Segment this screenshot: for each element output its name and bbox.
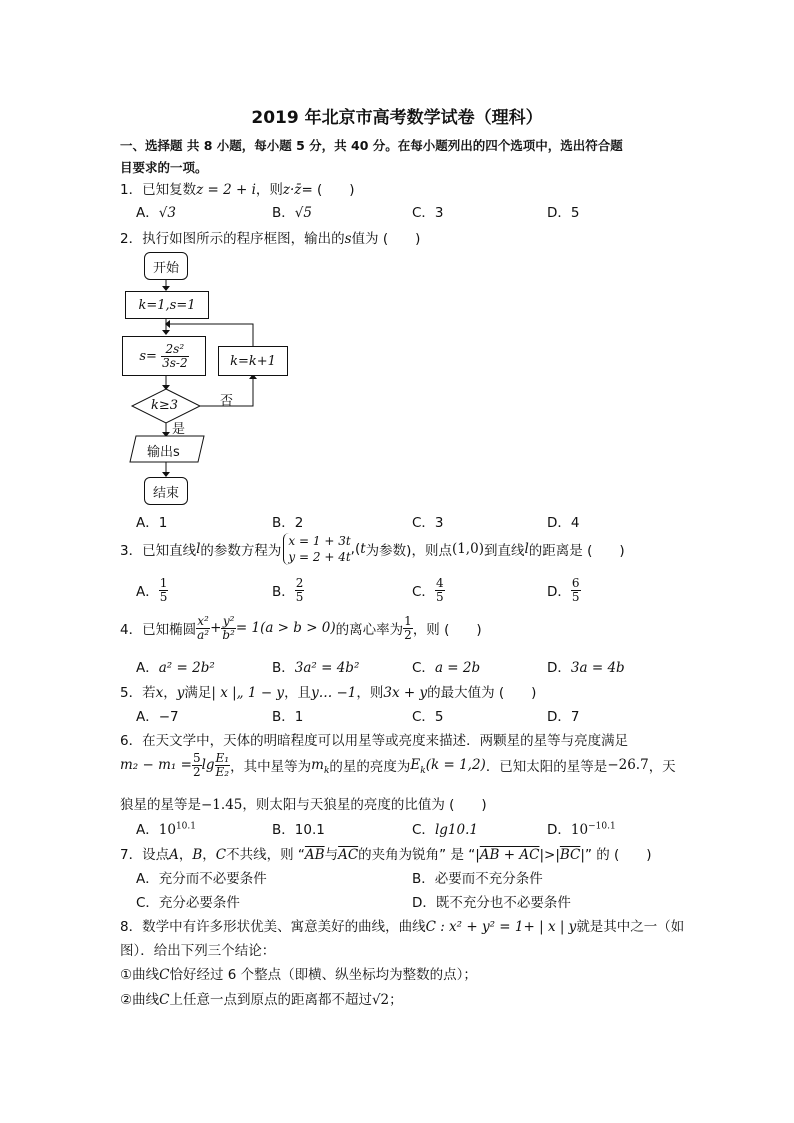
- q6-option-b[interactable]: B．10.1: [272, 822, 325, 838]
- question-1: 1．已知复数z = 2 + i，则z·z̄= ( ): [120, 182, 355, 198]
- q5-option-c[interactable]: C．5: [412, 709, 444, 725]
- question-2: 2．执行如图所示的程序框图，输出的s值为 ( ): [120, 231, 421, 247]
- q3-option-c[interactable]: C． $\frac{4}{5}$: [412, 576, 444, 604]
- output-label: 输出s: [147, 445, 180, 460]
- question-8-line2: 图）．给出下列三个结论：: [120, 943, 276, 959]
- q1-option-d[interactable]: D．5: [547, 205, 580, 221]
- question-6-line2: m₂ − m₁ = $\frac{5}{2}$ lg $\frac{\text{E₁}}{\text{E₂}}$ ，其中星等为$m_k$的星的亮度为$E_k(k = 1,2)$．已知太阳的星等是−26.7，天: [120, 751, 676, 779]
- q2-option-a[interactable]: A．1: [136, 515, 168, 531]
- no-label: 否: [220, 394, 234, 409]
- question-3: 3．已知直线l的参数方程为x = 1 + 3t y = 2 + 4t,(t为参数)，则点(1,0)到直线l的距离是 ( ): [120, 534, 625, 565]
- end-node: 结束: [144, 477, 188, 505]
- question-7: 7．设点A，B，C不共线，则 “$\overline{AB}$与$\overline{AC}$的夹角为锐角” 是 “$|AB + AC|>|\overline{BC}|$” 的 ( ): [120, 847, 652, 863]
- q3-option-d[interactable]: D． $\frac{6}{5}$: [547, 576, 580, 604]
- q3-option-a[interactable]: A． $\frac{1}{5}$: [136, 576, 168, 604]
- init-box: k=1,s=1: [125, 291, 209, 319]
- q6-option-a[interactable]: A．$10^{10.1}$: [136, 821, 196, 838]
- q6-option-c[interactable]: C．lg10.1: [412, 822, 478, 838]
- decision-label: k≥3: [151, 398, 179, 413]
- question-8-line1: 8．数学中有许多形状优美、寓意美好的曲线，曲线C : x² + y² = 1+ | x | y就是其中之一（如: [120, 919, 685, 935]
- q1-option-a[interactable]: A．√3: [136, 205, 176, 221]
- q4-option-c[interactable]: C．a = 2b: [412, 660, 481, 676]
- q5-option-b[interactable]: B．1: [272, 709, 304, 725]
- q2-option-b[interactable]: B．2: [272, 515, 304, 531]
- question-5: 5．若x，y满足| x |„ 1 − y，且y… −1，则3x + y的最大值为 ( ): [120, 685, 537, 701]
- q4-option-b[interactable]: B．3a² = 4b²: [272, 660, 360, 676]
- section-heading-line2: 目要求的一项。: [120, 160, 208, 175]
- question-6-line1: 6．在天文学中，天体的明暗程度可以用星等或亮度来描述．两颗星的星等与亮度满足: [120, 733, 629, 749]
- q7-option-d[interactable]: D．既不充分也不必要条件: [412, 895, 571, 911]
- start-node: 开始: [144, 252, 188, 280]
- q4-option-d[interactable]: D．3a = 4b: [547, 660, 625, 676]
- page-title: 2019 年北京市高考数学试卷（理科）: [251, 108, 543, 128]
- question-6-line3: 狼星的星等是−1.45，则太阳与天狼星的亮度的比值为 ( ): [120, 797, 487, 813]
- q7-option-c[interactable]: C．充分必要条件: [136, 895, 240, 911]
- yes-label: 是: [172, 422, 186, 437]
- q6-option-d[interactable]: D．$10^{-10.1}$: [547, 821, 616, 838]
- q5-option-d[interactable]: D．7: [547, 709, 580, 725]
- q5-option-a[interactable]: A．−7: [136, 709, 179, 725]
- q7-option-b[interactable]: B．必要而不充分条件: [412, 871, 543, 887]
- q7-option-a[interactable]: A．充分而不必要条件: [136, 871, 267, 887]
- q3-option-b[interactable]: B． $\frac{2}{5}$: [272, 576, 304, 604]
- question-4: 4．已知椭圆 $\frac{\text{x²}}{\text{a²}}$ + $\frac{\text{y²}}{\text{b²}}$ = 1(a > b > 0)的离心率为 $\frac{1}{2}$ ，则 ( ): [120, 614, 482, 642]
- flowchart-connectors: [120, 248, 300, 513]
- assign-box: s= $\frac{\text{2s²}}{3s-2}$: [122, 336, 206, 376]
- q1-option-b[interactable]: B．√5: [272, 205, 312, 221]
- q2-option-c[interactable]: C．3: [412, 515, 444, 531]
- section-heading-line1: 一、选择题 共 8 小题，每小题 5 分，共 40 分。在每小题列出的四个选项中，选出符合题: [120, 138, 623, 153]
- q8-conclusion-1: ①曲线C恰好经过 6 个整点（即横、纵坐标均为整数的点）；: [120, 967, 477, 983]
- q4-option-a[interactable]: A．a² = 2b²: [136, 660, 215, 676]
- q8-conclusion-2: ②曲线C上任意一点到原点的距离都不超过√2；: [120, 992, 403, 1008]
- q1-option-c[interactable]: C．3: [412, 205, 444, 221]
- q2-option-d[interactable]: D．4: [547, 515, 580, 531]
- increment-box: k=k+1: [218, 346, 288, 376]
